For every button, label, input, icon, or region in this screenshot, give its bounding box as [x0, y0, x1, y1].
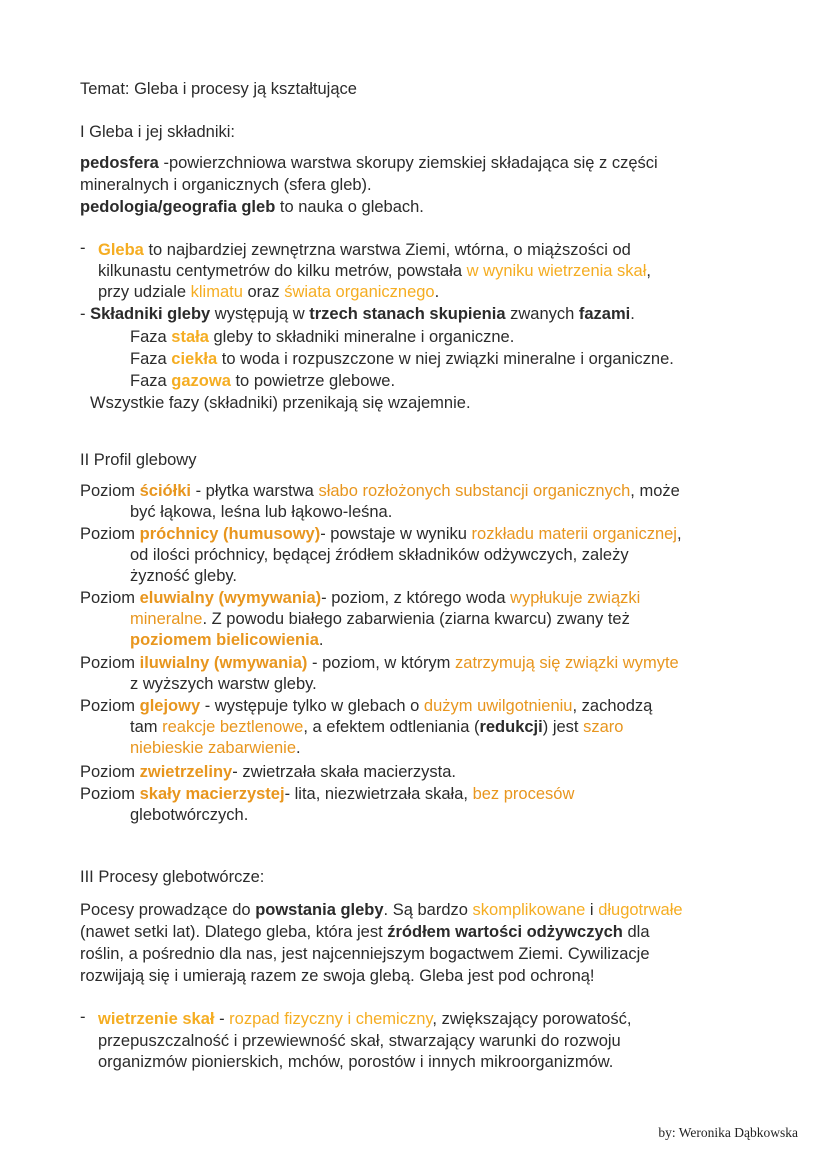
poziom-glejowy: Poziom glejowy - występuje tylko w glebach o dużym uwilgotnieniu, zachodzą [80, 697, 653, 715]
section-3-heading: III Procesy glebotwórcze: [80, 868, 265, 886]
gleba-definition: Gleba to najbardziej zewnętrzna warstwa Ziemi, wtórna, o miąższości od [98, 241, 631, 259]
procesy-paragraph-4: rozwijają się i umierają razem ze swoja glebą. Gleba jest pod ochroną! [80, 967, 595, 985]
gleba-definition-cont2: przy udziale klimatu oraz świata organicznego. [98, 283, 440, 301]
poziom-eluwialny-cont: mineralne. Z powodu białego zabarwienia (ziarna kwarcu) zwany też [130, 610, 630, 628]
poziom-prochnicy-cont2: żyzność gleby. [130, 567, 237, 585]
author-footer: by: Weronika Dąbkowska [658, 1125, 798, 1140]
poziom-iluwialny-cont: z wyższych warstw gleby. [130, 675, 317, 693]
procesy-paragraph-1: Pocesy prowadzące do powstania gleby. Są bardzo skomplikowane i długotrwałe [80, 901, 683, 919]
poziom-eluwialny: Poziom eluwialny (wymywania)- poziom, z którego woda wypłukuje związki [80, 589, 641, 607]
pedosfera-definition: pedosfera -powierzchniowa warstwa skorupy ziemskiej składająca się z części [80, 154, 658, 172]
poziom-glejowy-cont2: niebieskie zabarwienie. [130, 739, 301, 757]
poziom-prochnicy-cont: od ilości próchnicy, będącej źródłem składników odżywczych, zależy [130, 546, 629, 564]
procesy-paragraph-3: roślin, a pośrednio dla nas, jest najcenniejszym bogactwem Ziemi. Cywilizacje [80, 945, 650, 963]
pedologia-definition: pedologia/geografia gleb to nauka o glebach. [80, 198, 424, 216]
section-2-heading: II Profil glebowy [80, 451, 197, 469]
wietrzenie-skal: wietrzenie skał - rozpad fizyczny i chemiczny, zwiększający porowatość, [98, 1010, 632, 1028]
poziom-prochnicy: Poziom próchnicy (humusowy)- powstaje w wyniku rozkładu materii organicznej, [80, 525, 682, 543]
wietrzenie-skal-cont: przepuszczalność i przewiewność skał, stwarzający warunki do rozwoju [98, 1032, 621, 1050]
procesy-paragraph-2: (nawet setki lat). Dlatego gleba, która jest źródłem wartości odżywczych dla [80, 923, 650, 941]
poziom-zwietrzeliny: Poziom zwietrzeliny- zwietrzała skała macierzysta. [80, 763, 456, 781]
poziom-skaly-macierzystej-cont: glebotwórczych. [130, 806, 249, 824]
term-gleba: Gleba [98, 241, 144, 259]
section-1-heading: I Gleba i jej składniki: [80, 123, 235, 141]
topic-title: Temat: Gleba i procesy ją kształtujące [80, 80, 357, 98]
poziom-sciolki-cont: być łąkowa, leśna lub łąkowo-leśna. [130, 503, 393, 521]
bullet-dash: - [80, 1008, 86, 1026]
faza-stala: Faza stała gleby to składniki mineralne i organiczne. [130, 328, 515, 346]
poziom-iluwialny: Poziom iluwialny (wmywania) - poziom, w którym zatrzymują się związki wymyte [80, 654, 679, 672]
term-pedologia: pedologia/geografia gleb [80, 198, 276, 216]
faza-gazowa: Faza gazowa to powietrze glebowe. [130, 372, 396, 390]
skladniki-line: - Składniki gleby występują w trzech stanach skupienia zwanych fazami. [80, 305, 635, 323]
poziom-eluwialny-cont2: poziomem bielicowienia. [130, 631, 324, 649]
pedosfera-definition-cont: mineralnych i organicznych (sfera gleb). [80, 176, 372, 194]
poziom-skaly-macierzystej: Poziom skały macierzystej- lita, niezwietrzała skała, bez procesów [80, 785, 575, 803]
wietrzenie-skal-cont2: organizmów pionierskich, mchów, porostów i innych mikroorganizmów. [98, 1053, 614, 1071]
poziom-sciolki: Poziom ściółki - płytka warstwa słabo rozłożonych substancji organicznych, może [80, 482, 680, 500]
faza-ciekla: Faza ciekła to woda i rozpuszczone w niej związki mineralne i organiczne. [130, 350, 674, 368]
gleba-definition-cont: kilkunastu centymetrów do kilku metrów, powstała w wyniku wietrzenia skał, [98, 262, 651, 280]
poziom-glejowy-cont: tam reakcje beztlenowe, a efektem odtleniania (redukcji) jest szaro [130, 718, 624, 736]
bullet-dash: - [80, 239, 86, 257]
term-pedosfera: pedosfera [80, 154, 159, 172]
fazy-summary: Wszystkie fazy (składniki) przenikają się wzajemnie. [90, 394, 471, 412]
